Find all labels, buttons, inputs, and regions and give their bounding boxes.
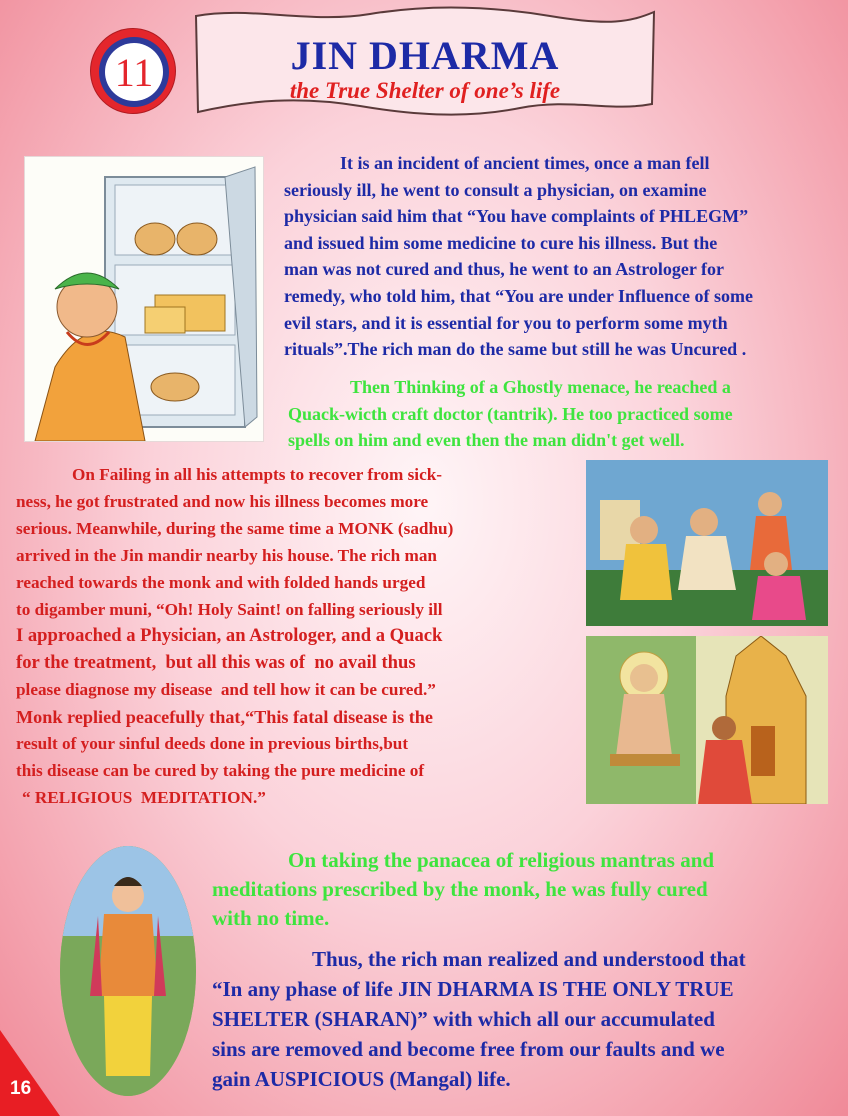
text-line: On taking the panacea of religious mantras and: [288, 848, 715, 872]
page-title: JIN DHARMA: [290, 33, 560, 78]
text-line: On Failing in all his attempts to recover from sick-: [72, 465, 442, 484]
text-line: Quack-wicth craft doctor (tantrik). He too practiced some: [288, 403, 733, 424]
paragraph-4: [212, 846, 836, 933]
text-line: Thus, the rich man realized and understood that: [312, 947, 746, 971]
text-line: Then Thinking of a Ghostly menace, he reached a: [350, 377, 731, 397]
physician-visit-illustration: [586, 460, 828, 626]
text-line: “In any phase of life JIN DHARMA IS THE ONLY TRUE: [212, 977, 734, 1001]
text-line: It is an incident of ancient times, once a man fell: [340, 153, 710, 173]
text-line: serious. Meanwhile, during the same time a MONK (sadhu): [16, 518, 454, 538]
text-line: to digamber muni, “Oh! Holy Saint! on falling seriously ill: [16, 599, 443, 619]
title-banner: [190, 4, 660, 124]
text-line: result of your sinful deeds done in previous births,but: [16, 734, 409, 754]
text-line: seriously ill, he went to consult a physician, on examine: [284, 179, 707, 200]
text-line: rituals”.The rich man do the same but still he was Uncured .: [284, 339, 747, 360]
text-line: I approached a Physician, an Astrologer, and a Quack: [16, 625, 443, 647]
page-corner-tab: [0, 1030, 60, 1116]
text-line: arrived in the Jin mandir nearby his house. The rich man: [16, 545, 437, 565]
rich-man-illustration: [24, 156, 264, 442]
paragraph-5: [212, 944, 836, 1094]
text-line: Monk replied peacefully that,“This fatal disease is the: [16, 707, 433, 728]
chapter-badge: [90, 28, 176, 114]
text-line: spells on him and even then the man didn't get well.: [288, 430, 685, 451]
text-line: please diagnose my disease and tell how it can be cured.”: [16, 680, 436, 700]
monk-temple-illustration: [586, 636, 828, 804]
text-line: this disease can be cured by taking the pure medicine of: [16, 760, 425, 780]
text-line: SHELTER (SHARAN)” with which all our accumulated: [212, 1007, 715, 1031]
text-line: man was not cured and thus, he went to an Astrologer for: [284, 259, 725, 280]
text-line: remedy, who told him, that “You are under Influence of some: [284, 285, 754, 306]
text-line: sins are removed and become free from our faults and we: [212, 1037, 725, 1061]
text-line: evil stars, and it is essential for you to perform some myth: [284, 312, 728, 333]
page-subtitle: the True Shelter of one’s life: [289, 78, 561, 103]
cured-man-illustration: [60, 846, 196, 1096]
paragraph-3: [16, 462, 586, 812]
paragraph-2: [288, 374, 836, 454]
text-line: with no time.: [212, 906, 330, 930]
chapter-number: 11: [105, 43, 163, 101]
paragraph-1: [284, 150, 836, 363]
text-line: ness, he got frustrated and now his illness becomes more: [16, 491, 429, 511]
text-line: physician said him that “You have complaints of PHLEGM”: [284, 206, 749, 227]
badge-ring: [99, 37, 169, 107]
text-line: meditations prescribed by the monk, he was fully cured: [212, 877, 708, 901]
text-line: gain AUSPICIOUS (Mangal) life.: [212, 1067, 511, 1091]
text-line: for the treatment, but all this was of no avail thus: [16, 652, 416, 674]
page-number: 16: [10, 1078, 32, 1099]
text-line: reached towards the monk and with folded hands urged: [16, 572, 426, 592]
text-line: and issued him some medicine to cure his illness. But the: [284, 232, 718, 253]
text-line: “ RELIGIOUS MEDITATION.”: [22, 787, 266, 807]
